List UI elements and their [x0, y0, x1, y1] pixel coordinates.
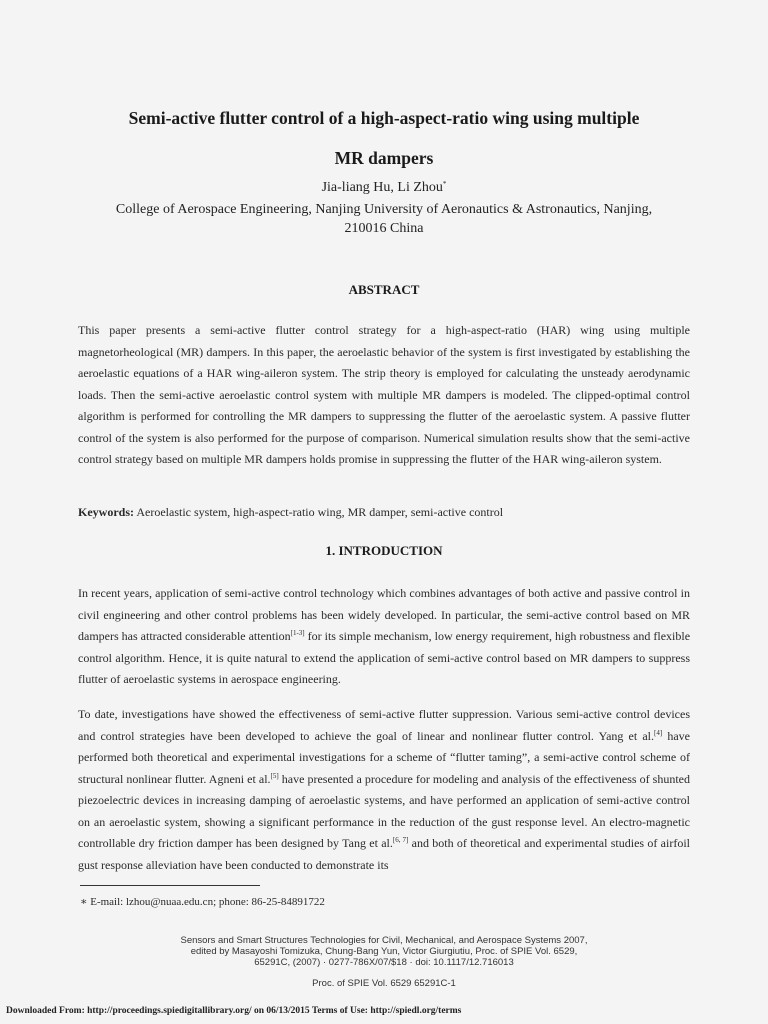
intro-p2-text-c: have presented a procedure for modeling and analysis of the effectiveness of shunted piezoelectric devices in increasing damping of aeroelastic systems, and have performed an application of semi-active control on an aeroelastic system, showing a significant performance in the reduction of the gust response level. An electro-magnetic controllable dry friction damper has been designed by Tang et al. [78, 771, 690, 850]
citation-1-3[interactable]: [1-3] [290, 629, 305, 637]
intro-p1-text-b: for its simple mechanism, low energy requirement, high robustness and flexible control algorithm. Hence, it is quite natural to extend the application of semi-active control based on MR dampers to suppress flutter of aeroelastic systems in aerospace engineering. [78, 629, 691, 686]
author-footnote-mark: * [442, 180, 447, 188]
paper-title-line-1: Semi-active flutter control of a high-aspect-ratio wing using multiple [128, 108, 640, 128]
author-names: Jia-liang Hu, Li Zhou [321, 180, 443, 195]
proceedings-line-2: edited by Masayoshi Tomizuka, Chung-Bang Yun, Victor Giurgiutiu, Proc. of SPIE Vol. 6529, [190, 946, 578, 957]
citation-4[interactable]: [4] [654, 728, 663, 737]
affiliation-line-2: 210016 China [344, 221, 424, 236]
introduction-heading: 1. INTRODUCTION [325, 543, 443, 558]
keywords-label: Keywords: [78, 505, 134, 519]
footnote-email: ∗ E-mail: lzhou@nuaa.edu.cn; phone: 86-25-84891722 [80, 896, 325, 908]
proceedings-line-3: 65291C, (2007) · 0277-786X/07/$18 · doi: 10.1117/12.716013 [254, 957, 514, 968]
abstract-body: This paper presents a semi-active flutter control strategy for a high-aspect-ratio (HAR) wing using multiple magnetorheological (MR) dampers. In this paper, the aeroelastic behavior of the system is first investigated by establishing the aeroelastic equations of a HAR wing-aileron system. The strip theory is employed for calculating the unsteady aerodynamic loads. Then the semi-active aeroelastic control system with multiple MR dampers is modeled. The clipped-optimal control algorithm is performed for controlling the MR dampers to suppressing the flutter of the aeroelastic system. A passive flutter control of the system is also performed for the purpose of comparison. Numerical simulation results show that the semi-active control strategy based on multiple MR dampers holds promise in suppressing the flutter of the HAR wing-aileron system. [78, 323, 690, 466]
footnote-divider [80, 885, 260, 886]
paper-title-line-2: MR dampers [334, 148, 434, 168]
citation-5[interactable]: [5] [270, 771, 279, 780]
page-label: Proc. of SPIE Vol. 6529 65291C-1 [312, 978, 456, 989]
affiliation-line-1: College of Aerospace Engineering, Nanjing University of Aeronautics & Astronautics, Nanjing, [115, 202, 653, 217]
intro-p2-text-b: have performed both theoretical and experimental investigations for a scheme of “flutter taming”, a semi-active control scheme of structural nonlinear flutter. Agneni et al. [78, 728, 690, 786]
intro-p2-text-d: and both of theoretical and experimental studies of airfoil gust response alleviation have been conducted to demonstrate its [78, 836, 690, 872]
authors [40, 180, 728, 196]
intro-paragraph-2 [78, 704, 690, 876]
intro-p1-text-a: In recent years, application of semi-active control technology which combines advantages of both active and passive control in civil engineering and other control problems has been widely developed. In particular, the semi-active control based on MR dampers has attracted considerable attention [78, 586, 690, 643]
abstract-heading: ABSTRACT [348, 282, 420, 297]
citation-6-7[interactable]: [6, 7] [392, 836, 409, 844]
intro-paragraph-1 [78, 583, 690, 691]
download-notice[interactable]: Downloaded From: http://proceedings.spiedigitallibrary.org/ on 06/13/2015 Terms of Use: http://spiedl.org/terms [6, 1006, 462, 1016]
proceedings-line-1: Sensors and Smart Structures Technologies for Civil, Mechanical, and Aerospace Systems 2007, [180, 935, 588, 946]
keywords-text: Aeroelastic system, high-aspect-ratio wing, MR damper, semi-active control [134, 505, 504, 519]
intro-p2-text-a: To date, investigations have showed the effectiveness of semi-active flutter suppression. Various semi-active control devices and control strategies have been developed to achieve the goal of linear and nonlinear flutter control. Yang et al. [78, 707, 690, 743]
keywords [78, 502, 690, 524]
